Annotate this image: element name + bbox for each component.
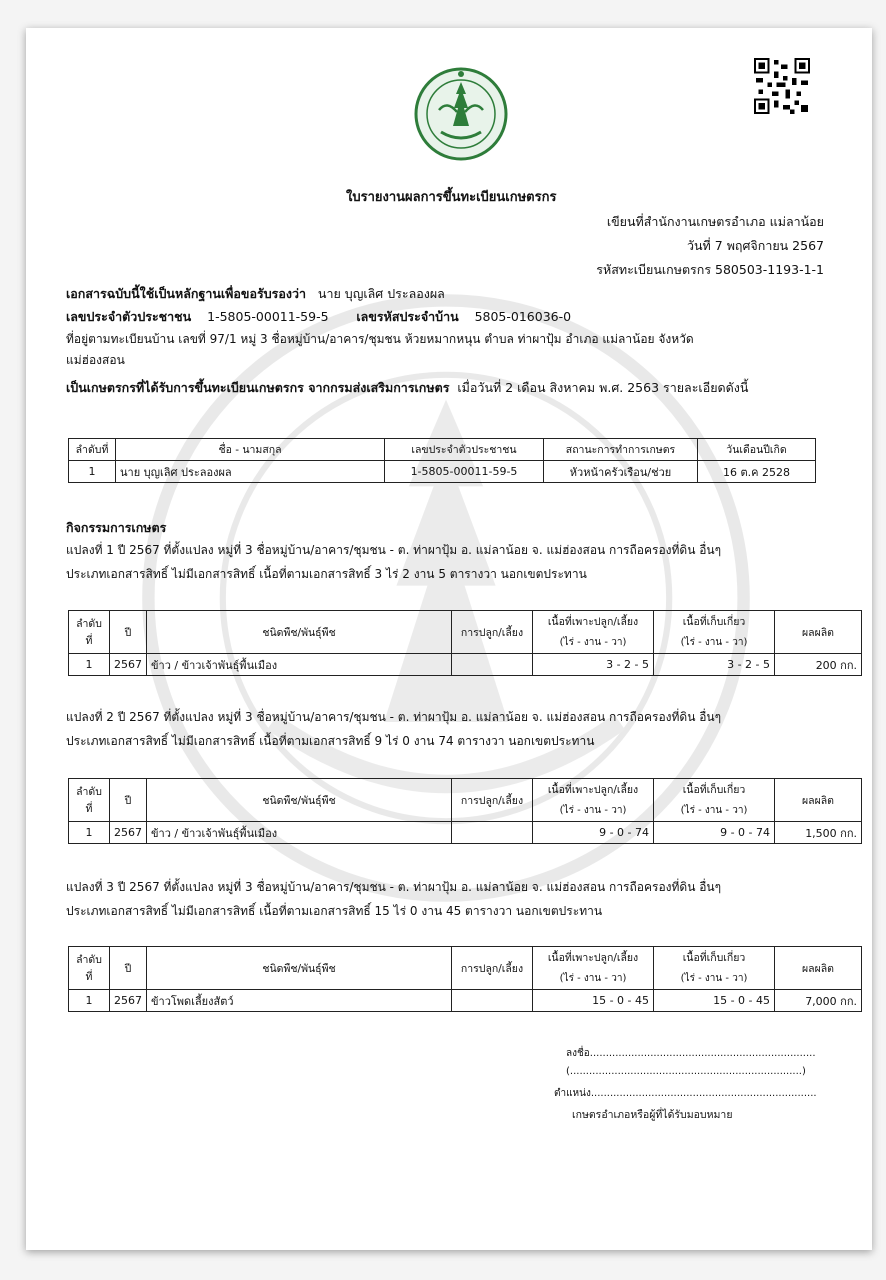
table-header-row bbox=[69, 611, 862, 633]
table-cell: 2567 bbox=[110, 990, 147, 1012]
activities-title: กิจกรรมการเกษตร bbox=[66, 520, 167, 535]
unit-label: (ไร่ - งาน - วา) bbox=[654, 968, 775, 990]
table-cell: หัวหน้าครัวเรือน/ช่วย bbox=[544, 461, 698, 483]
id-value: 1-5805-00011-59-5 bbox=[207, 309, 329, 324]
registration-line bbox=[66, 378, 748, 398]
table-cell: 200 กก. bbox=[775, 654, 862, 676]
address-line-2: แม่ฮ่องสอน bbox=[66, 353, 125, 367]
plot-2-line-1: แปลงที่ 2 ปี 2567 ที่ตั้งแปลง หมู่ที่ 3 ชื่อหมู่บ้าน/อาคาร/ชุมชน - ต. ท่าผาปุ้ม อ. แม่ลาน้อย จ. แม่ฮ่องสอน การถือครองที่ดิน อื่นๆ bbox=[66, 710, 722, 724]
table-header: ผลผลิต bbox=[775, 779, 862, 822]
table-header: ลำดับที่ bbox=[69, 611, 110, 654]
table-row bbox=[69, 822, 862, 844]
unit-label: (ไร่ - งาน - วา) bbox=[533, 800, 654, 822]
qr-code-icon bbox=[754, 58, 810, 114]
department-logo-icon bbox=[413, 60, 509, 168]
table-cell: 1 bbox=[69, 461, 116, 483]
table-cell: 2567 bbox=[110, 822, 147, 844]
table-row bbox=[69, 461, 816, 483]
table-header: เนื้อที่เก็บเกี่ยว bbox=[654, 779, 775, 801]
plot-3-line-2: ประเภทเอกสารสิทธิ์ ไม่มีเอกสารสิทธิ์ เนื้อที่ตามเอกสารสิทธิ์ 15 ไร่ 0 งาน 45 ตารางวา นอกเขตประทาน bbox=[66, 904, 603, 918]
plot-2-line-2: ประเภทเอกสารสิทธิ์ ไม่มีเอกสารสิทธิ์ เนื้อที่ตามเอกสารสิทธิ์ 9 ไร่ 0 งาน 74 ตารางวา นอกเขตประทาน bbox=[66, 734, 595, 748]
table-header: ผลผลิต bbox=[775, 611, 862, 654]
signature-line: ลงชื่อ....................................................................... bbox=[566, 1048, 816, 1059]
table-row bbox=[69, 654, 862, 676]
table-cell: ข้าว / ข้าวเจ้าพันธุ์พื้นเมือง bbox=[147, 654, 452, 676]
table-header: ลำดับที่ bbox=[69, 947, 110, 990]
plot-1-line-1: แปลงที่ 1 ปี 2567 ที่ตั้งแปลง หมู่ที่ 3 ชื่อหมู่บ้าน/อาคาร/ชุมชน - ต. ท่าผาปุ้ม อ. แม่ลาน้อย จ. แม่ฮ่องสอน การถือครองที่ดิน อื่นๆ bbox=[66, 543, 722, 557]
table-cell: 1 bbox=[69, 654, 110, 676]
farmer-code: รหัสทะเบียนเกษตรกร 580503-1193-1-1 bbox=[596, 262, 824, 277]
unit-label: (ไร่ - งาน - วา) bbox=[533, 968, 654, 990]
table-cell: 1 bbox=[69, 990, 110, 1012]
table-header: สถานะการทำการเกษตร bbox=[544, 439, 698, 461]
unit-label: (ไร่ - งาน - วา) bbox=[533, 632, 654, 654]
table-cell: 15 - 0 - 45 bbox=[533, 990, 654, 1012]
table-cell bbox=[452, 822, 533, 844]
table-header: ชนิดพืช/พันธุ์พืช bbox=[147, 611, 452, 654]
plot-1-line-2: ประเภทเอกสารสิทธิ์ ไม่มีเอกสารสิทธิ์ เนื้อที่ตามเอกสารสิทธิ์ 3 ไร่ 2 งาน 5 ตารางวา นอกเขตประทาน bbox=[66, 567, 587, 581]
table-cell: 3 - 2 - 5 bbox=[654, 654, 775, 676]
table-cell: 1,500 กก. bbox=[775, 822, 862, 844]
table-header: เนื้อที่เก็บเกี่ยว bbox=[654, 611, 775, 633]
table-header: ชนิดพืช/พันธุ์พืช bbox=[147, 779, 452, 822]
table-cell bbox=[452, 654, 533, 676]
plot-2-table bbox=[68, 778, 862, 844]
table-header: ลำดับที่ bbox=[69, 779, 110, 822]
table-header: วันเดือนปีเกิด bbox=[698, 439, 816, 461]
table-header: ชนิดพืช/พันธุ์พืช bbox=[147, 947, 452, 990]
table-cell: 9 - 0 - 74 bbox=[654, 822, 775, 844]
table-header: ชื่อ - นามสกุล bbox=[116, 439, 385, 461]
members-table bbox=[68, 438, 816, 483]
table-cell: 2567 bbox=[110, 654, 147, 676]
table-cell: 3 - 2 - 5 bbox=[533, 654, 654, 676]
table-header: เนื้อที่เก็บเกี่ยว bbox=[654, 947, 775, 969]
signature-note: เกษตรอำเภอหรือผู้ที่ได้รับมอบหมาย bbox=[572, 1109, 733, 1121]
table-header: ลำดับที่ bbox=[69, 439, 116, 461]
certification-line bbox=[66, 284, 445, 304]
table-header: เลขประจำตัวประชาชน bbox=[385, 439, 544, 461]
plot-3-table bbox=[68, 946, 862, 1012]
table-cell: นาย บุญเลิศ ประลองผล bbox=[116, 461, 385, 483]
issue-date: วันที่ 7 พฤศจิกายน 2567 bbox=[686, 238, 824, 253]
address-line-1: ที่อยู่ตามทะเบียนบ้าน เลขที่ 97/1 หมู่ 3 ชื่อหมู่บ้าน/อาคาร/ชุมชน ห้วยหมากหนุน ตำบล ท่าผาปุ้ม อำเภอ แม่ลาน้อย จังหวัด bbox=[66, 332, 694, 346]
table-cell: 15 - 0 - 45 bbox=[654, 990, 775, 1012]
table-header: เนื้อที่เพาะปลูก/เลี้ยง bbox=[533, 947, 654, 969]
table-cell: 9 - 0 - 74 bbox=[533, 822, 654, 844]
table-header-row bbox=[69, 439, 816, 461]
table-cell: ข้าว / ข้าวเจ้าพันธุ์พื้นเมือง bbox=[147, 822, 452, 844]
id-line bbox=[66, 307, 571, 327]
table-row bbox=[69, 990, 862, 1012]
table-header: ผลผลิต bbox=[775, 947, 862, 990]
table-cell: 16 ต.ค 2528 bbox=[698, 461, 816, 483]
signature-position-line: ตำแหน่ง....................................................................... bbox=[554, 1088, 817, 1099]
table-cell: 1-5805-00011-59-5 bbox=[385, 461, 544, 483]
table-cell: 7,000 กก. bbox=[775, 990, 862, 1012]
plot-1-table bbox=[68, 610, 862, 676]
id-label: เลขประจำตัวประชาชน bbox=[66, 309, 192, 324]
document-title: ใบรายงานผลการขึ้นทะเบียนเกษตรกร bbox=[346, 190, 557, 205]
issued-at: เขียนที่สำนักงานเกษตรอำเภอ แม่ลาน้อย bbox=[606, 214, 824, 229]
table-header: ปี bbox=[110, 611, 147, 654]
unit-label: (ไร่ - งาน - วา) bbox=[654, 632, 775, 654]
registration-bold: เป็นเกษตรกรที่ได้รับการขึ้นทะเบียนเกษตรกร จากกรมส่งเสริมการเกษตร bbox=[66, 380, 450, 395]
cert-label: เอกสารฉบับนี้ใช้เป็นหลักฐานเพื่อขอรับรองว่า bbox=[66, 286, 306, 301]
table-header: การปลูก/เลี้ยง bbox=[452, 611, 533, 654]
table-cell bbox=[452, 990, 533, 1012]
table-header: เนื้อที่เพาะปลูก/เลี้ยง bbox=[533, 611, 654, 633]
table-header-row bbox=[69, 779, 862, 801]
plot-3-line-1: แปลงที่ 3 ปี 2567 ที่ตั้งแปลง หมู่ที่ 3 ชื่อหมู่บ้าน/อาคาร/ชุมชน - ต. ท่าผาปุ้ม อ. แม่ลาน้อย จ. แม่ฮ่องสอน การถือครองที่ดิน อื่นๆ bbox=[66, 880, 722, 894]
table-header: ปี bbox=[110, 779, 147, 822]
farmer-name: นาย บุญเลิศ ประลองผล bbox=[317, 286, 445, 301]
table-cell: ข้าวโพดเลี้ยงสัตว์ bbox=[147, 990, 452, 1012]
table-header: ปี bbox=[110, 947, 147, 990]
unit-label: (ไร่ - งาน - วา) bbox=[654, 800, 775, 822]
table-header: การปลูก/เลี้ยง bbox=[452, 947, 533, 990]
house-label: เลขรหัสประจำบ้าน bbox=[356, 309, 459, 324]
table-header: เนื้อที่เพาะปลูก/เลี้ยง bbox=[533, 779, 654, 801]
table-cell: 1 bbox=[69, 822, 110, 844]
signature-name-line: (.........................................................................) bbox=[566, 1066, 806, 1077]
house-value: 5805-016036-0 bbox=[474, 309, 572, 324]
table-header: การปลูก/เลี้ยง bbox=[452, 779, 533, 822]
document-page bbox=[26, 28, 872, 1250]
registration-date: เมื่อวันที่ 2 เดือน สิงหาคม พ.ศ. 2563 รายละเอียดดังนี้ bbox=[457, 380, 749, 395]
table-header-row bbox=[69, 947, 862, 969]
